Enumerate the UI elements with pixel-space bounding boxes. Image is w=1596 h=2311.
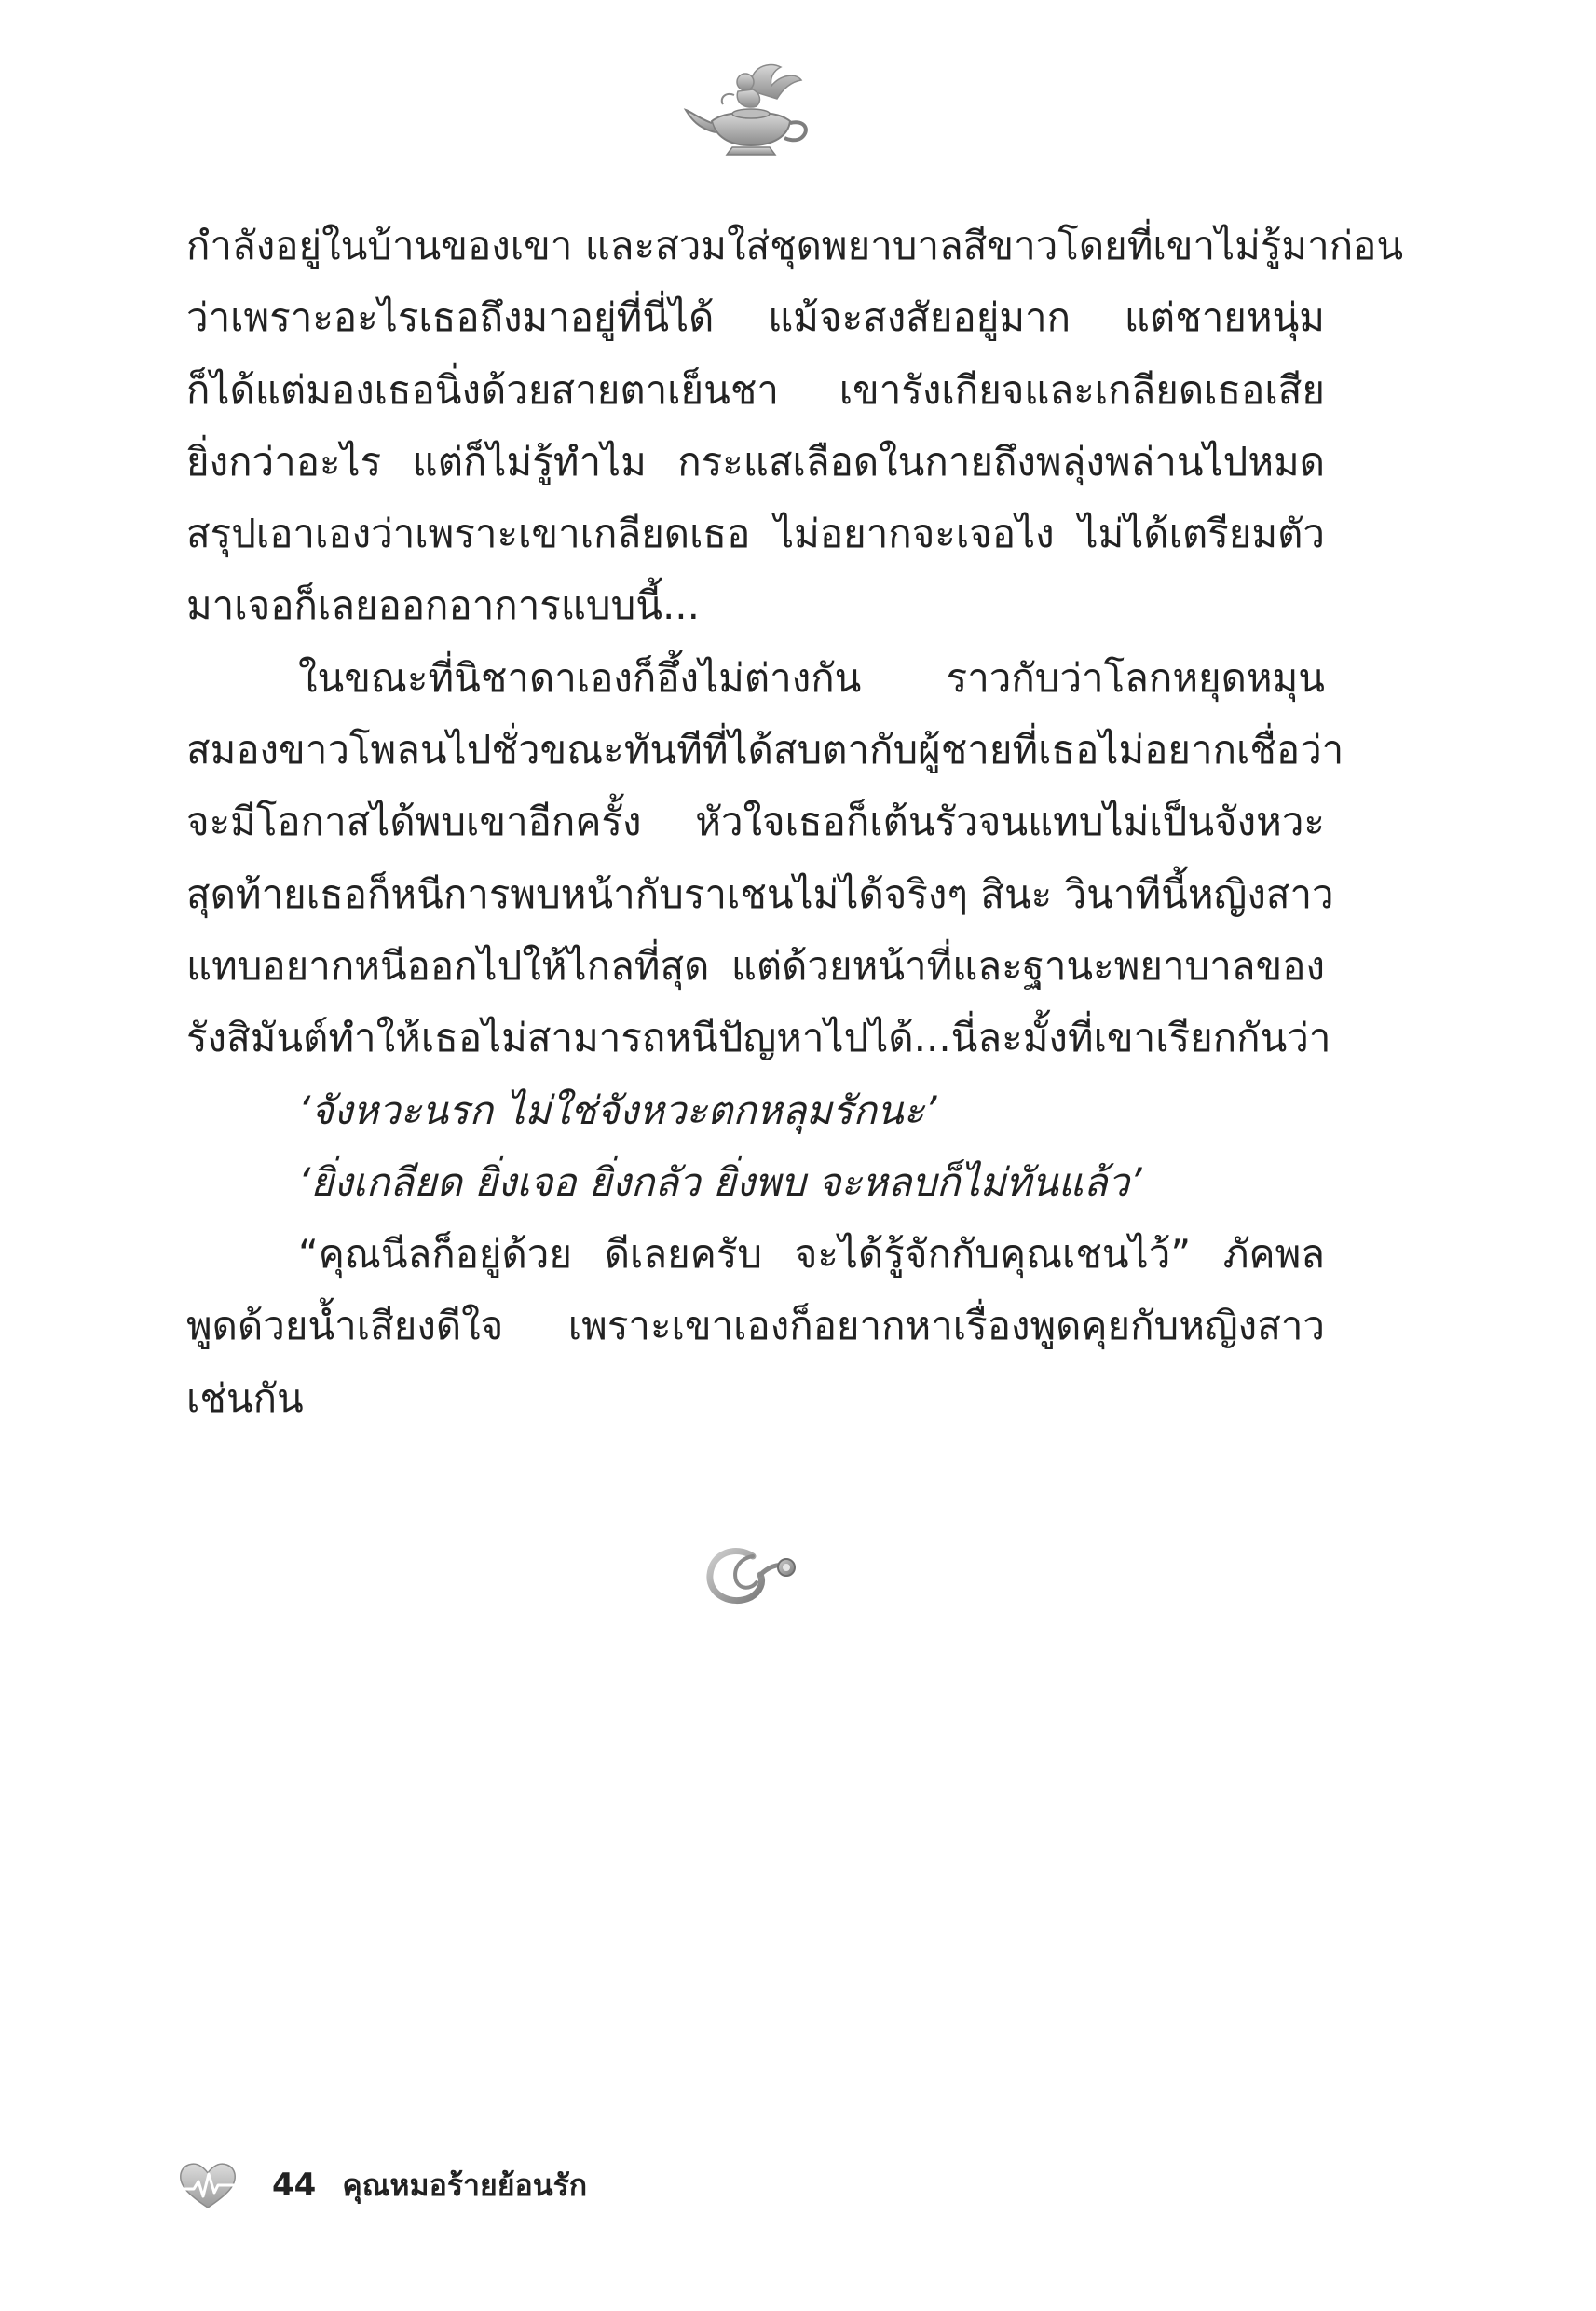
paragraph-line: มาเจอก็เลยออกอาการแบบนี้... (186, 582, 701, 629)
paragraph-line: สรุปเอาเองว่าเพราะเขาเกลียดเธอ ไม่อยากจะเจอไง ไม่ได้เตรียมตัว (186, 511, 1325, 557)
paragraph-line: จะมีโอกาสได้พบเขาอีกครั้ง หัวใจเธอก็เต้นรัวจนแทบไม่เป็นจังหวะ (186, 799, 1325, 845)
paragraph-line: สุดท้ายเธอก็หนีการพบหน้ากับราเชนไม่ได้จริงๆ สินะ วินาทีนี้หญิงสาว (186, 870, 1334, 917)
paragraph-line: ก็ได้แต่มองเธอนิ่งด้วยสายตาเย็นชา เขารังเกียจและเกลียดเธอเสีย (186, 366, 1325, 413)
paragraph-line: ว่าเพราะอะไรเธอถึงมาอยู่ที่นี่ได้ แม้จะสงสัยอยู่มาก แต่ชายหนุ่ม (186, 294, 1325, 341)
paragraph-line: ยิ่งกว่าอะไร แต่ก็ไม่รู้ทำไม กระแสเลือดในกายถึงพลุ่งพล่านไปหมด (186, 438, 1325, 485)
paragraph-line: สมองขาวโพลนไปชั่วขณะทันทีที่ได้สบตากับผู้ชายที่เธอไม่อยากเชื่อว่า (186, 727, 1344, 773)
book-title: คุณหมอร้ายย้อนรัก (342, 2167, 588, 2203)
paragraph-line: “คุณนีลก็อยู่ด้วย ดีเลยครับ จะได้รู้จักกับคุณเชนไว้” ภัคพล (298, 1231, 1325, 1278)
paragraph-line: เช่นกัน (186, 1374, 304, 1421)
angel-teapot-ornament-icon (680, 54, 820, 166)
stethoscope-icon (699, 1539, 801, 1614)
paragraph-line: ในขณะที่นิชาดาเองก็อึ้งไม่ต่างกัน ราวกับว่าโลกหยุดหมุน (298, 654, 1325, 701)
quote-line: ‘ยิ่งเกลียด ยิ่งเจอ ยิ่งกลัว ยิ่งพบ จะหลบก็ไม่ทันแล้ว’ (298, 1158, 1142, 1205)
body-text (186, 210, 1404, 1434)
heartbeat-heart-icon (177, 2159, 239, 2211)
paragraph-line: รังสิมันต์ทำให้เธอไม่สามารถหนีปัญหาไปได้...นี่ละมั้งที่เขาเรียกกันว่า (186, 1015, 1331, 1061)
page-number: 44 (272, 2167, 317, 2204)
quote-line: ‘จังหวะนรก ไม่ใช่จังหวะตกหลุมรักนะ’ (298, 1087, 937, 1133)
paragraph-line: พูดด้วยน้ำเสียงดีใจ เพราะเขาเองก็อยากหาเรื่องพูดคุยกับหญิงสาว (186, 1303, 1325, 1349)
paragraph-line: แทบอยากหนีออกไปให้ไกลที่สุด แต่ด้วยหน้าที่และฐานะพยาบาลของ (186, 942, 1325, 989)
paragraph-line: กำลังอยู่ในบ้านของเขา และสวมใส่ชุดพยาบาลสีขาวโดยที่เขาไม่รู้มาก่อน (186, 223, 1404, 268)
page-footer (177, 2153, 587, 2218)
